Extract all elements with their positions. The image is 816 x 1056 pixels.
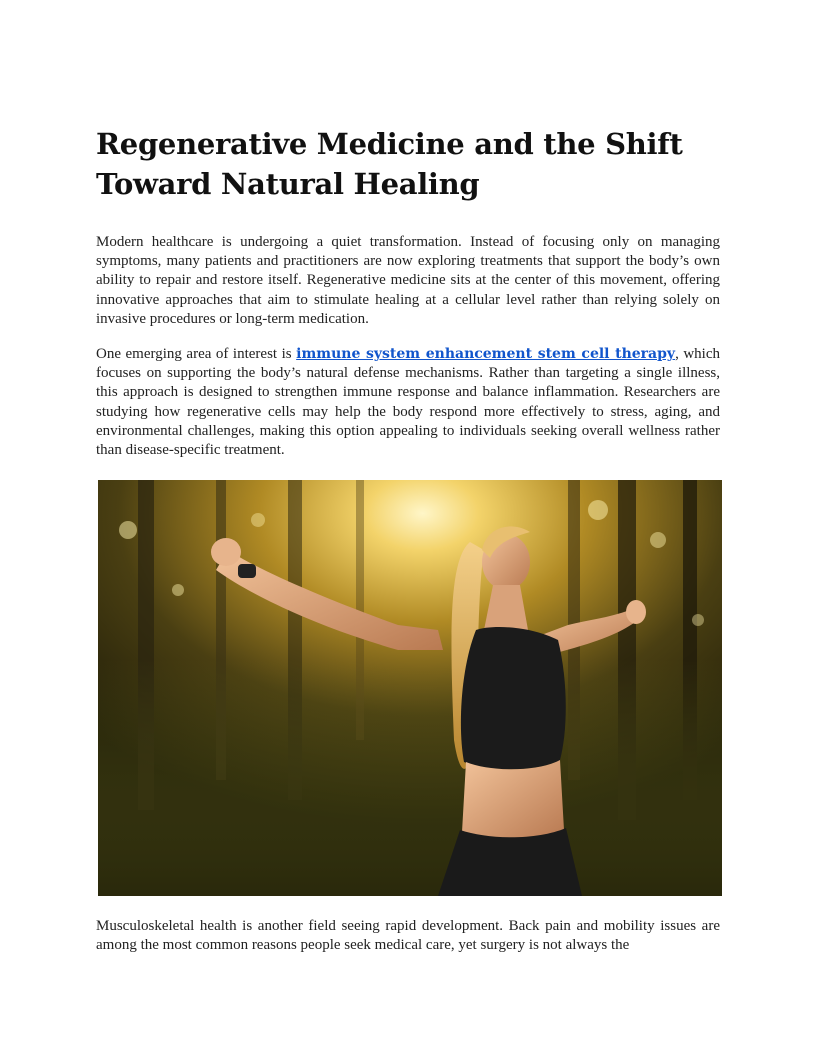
paragraph-immune-lead: One emerging area of interest is [96,346,297,363]
paragraph-immune [96,345,720,460]
article-photo [98,480,722,896]
article [96,124,720,460]
paragraph-musculoskeletal: Musculoskeletal health is another field seeing rapid development. Back pain and mobility issues are among the most common reasons people seek medical care, yet surgery is not always the [96,918,720,954]
article-title: Regenerative Medicine and the Shift Toward Natural Healing [96,127,683,201]
paragraph-immune-rest: , which focuses on supporting the body’s natural defense mechanisms. Rather than targeting a single illness, this approach is designed to strengthen immune response and balance inflammation. Researchers are studying how regenerative cells may help the body respond more effectively to stress, aging, and environmental challenges, making this option appealing to individuals seeking overall wellness rather than disease-specific treatment. [96,346,720,459]
immune-therapy-link[interactable]: immune system enhancement stem cell therapy [296,346,676,363]
paragraph-intro: Modern healthcare is undergoing a quiet transformation. Instead of focusing only on managing symptoms, many patients and practitioners are now exploring treatments that support the body’s own ability to repair and restore itself. Regenerative medicine sits at the center of this movement, offering innovative approaches that aim to stimulate healing at a cellular level rather than relying solely on invasive procedures or long-term medication. [96,234,720,327]
woman-in-forest-illustration [98,480,722,896]
